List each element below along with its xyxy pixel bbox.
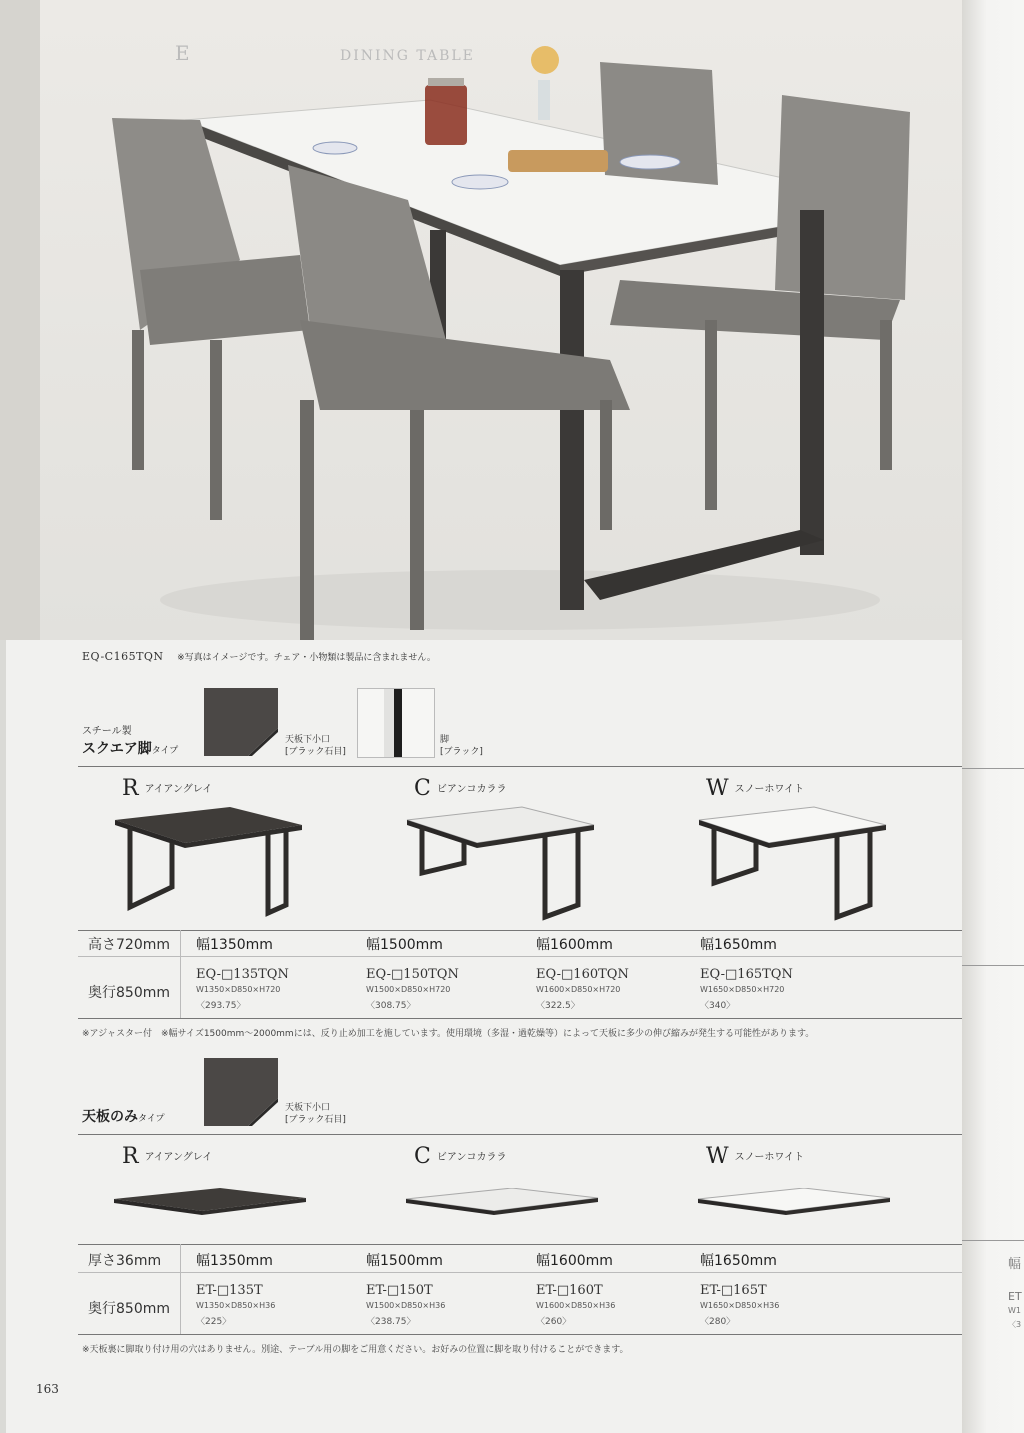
leg-note: [ブラック] [440,747,483,757]
table-rule-mid [78,1272,962,1273]
edge-note: [ブラック石目] [285,747,346,757]
photo-caption [82,650,436,663]
table-rule-top [78,930,962,931]
depth-label-top: 奥行850mm [88,1301,170,1317]
height-label: 高さ720mm [88,937,170,953]
table-illustration-w [694,805,890,925]
edge-label: 天板下小口 [285,735,331,745]
table-vrule [180,930,181,1018]
caption-model: EQ-C165TQN [82,650,164,663]
type-subtitle: スチール製 [82,726,132,737]
width-cell: 幅1600mm [536,937,613,953]
table-rule-mid [78,956,962,957]
table-illustration-r [110,805,306,925]
model-spec: W1500×D850×H36 [366,1301,446,1310]
edge-swatch-top [204,1058,278,1126]
spine-fragment: W1 [1008,1306,1021,1315]
model-spec: W1600×D850×H720 [536,985,621,994]
spine-fragment: 〈3 [1008,1320,1022,1329]
model-price: 〈260〉 [536,1317,572,1327]
color-r: Rアイアングレイ [122,776,213,801]
model-code: EQ-□160TQN [536,967,629,982]
model-code: ET-□135T [196,1283,263,1298]
width-cell: 幅1600mm [536,1253,613,1269]
table-vrule [180,1244,181,1334]
top-illustration-w [694,1188,894,1228]
model-price: 〈322.5〉 [536,1001,580,1011]
width-cell: 幅1350mm [196,1253,273,1269]
model-price: 〈340〉 [700,1001,736,1011]
model-spec: W1650×D850×H36 [700,1301,780,1310]
product-photo [0,0,962,640]
table-illustration-c [402,805,598,925]
width-cell: 幅1500mm [366,1253,443,1269]
table-rule-top [78,1244,962,1245]
bg-lettering-e: E [175,41,190,65]
edge-swatch [204,688,278,756]
model-code: EQ-□135TQN [196,967,289,982]
spine-rule [962,1240,1024,1241]
footnote-square: ※アジャスター付 ※幅サイズ1500mm〜2000mmには、反り止め加工を施しています。使用環境（多湿・過乾燥等）によって天板に多少の伸び縮みが発生する可能性があります。 [82,1029,815,1039]
footnote-top-only: ※天板裏に脚取り付け用の穴はありません。別途、テーブル用の脚をご用意ください。お好みの位置に脚を取り付けることができます。 [82,1345,629,1355]
table-rule-bottom [78,1018,962,1019]
model-code: ET-□165T [700,1283,767,1298]
width-cell: 幅1650mm [700,1253,777,1269]
model-code: EQ-□165TQN [700,967,793,982]
top-illustration-r [110,1188,310,1228]
model-code: EQ-□150TQN [366,967,459,982]
thickness-label: 厚さ36mm [88,1253,162,1269]
color-c-top: Cビアンコカララ [414,1144,507,1169]
model-spec: W1500×D850×H720 [366,985,451,994]
model-price: 〈293.75〉 [196,1001,246,1011]
spine-fragment: 幅 [1008,1257,1022,1272]
table-rule-bottom [78,1334,962,1335]
model-spec: W1600×D850×H36 [536,1301,616,1310]
width-cell: 幅1650mm [700,937,777,953]
top-illustration-c [402,1188,602,1228]
model-spec: W1650×D850×H720 [700,985,785,994]
spine-fragment: ET [1008,1290,1022,1303]
leg-label: 脚 [440,735,450,745]
model-price: 〈238.75〉 [366,1317,416,1327]
caption-note: ※写真はイメージです。チェア・小物類は製品に含まれません。 [177,653,436,663]
type-title-top: 天板のみタイプ [82,1109,165,1125]
edge-label-top: 天板下小口 [285,1103,331,1113]
width-cell: 幅1350mm [196,937,273,953]
color-c: Cビアンコカララ [414,776,507,801]
spine-rule [962,768,1024,769]
leg-swatch [357,688,435,758]
spine-rule [962,965,1024,966]
type-title: スクエア脚タイプ [82,741,179,757]
section-rule [78,766,962,767]
color-w: Wスノーホワイト [706,776,805,801]
bg-lettering-dining: DINING TABLE [340,48,475,64]
model-code: ET-□150T [366,1283,433,1298]
adjacent-page-edge [962,0,1024,1433]
page-number: 163 [36,1382,59,1396]
width-cell: 幅1500mm [366,937,443,953]
color-r-top: Rアイアングレイ [122,1144,213,1169]
page-edge-shadow [0,640,6,1433]
model-spec: W1350×D850×H36 [196,1301,276,1310]
model-price: 〈308.75〉 [366,1001,416,1011]
color-w-top: Wスノーホワイト [706,1144,805,1169]
model-price: 〈225〉 [196,1317,232,1327]
section-rule [78,1134,962,1135]
model-spec: W1350×D850×H720 [196,985,281,994]
depth-label: 奥行850mm [88,985,170,1001]
model-code: ET-□160T [536,1283,603,1298]
edge-note-top: [ブラック石目] [285,1115,346,1125]
model-price: 〈280〉 [700,1317,736,1327]
